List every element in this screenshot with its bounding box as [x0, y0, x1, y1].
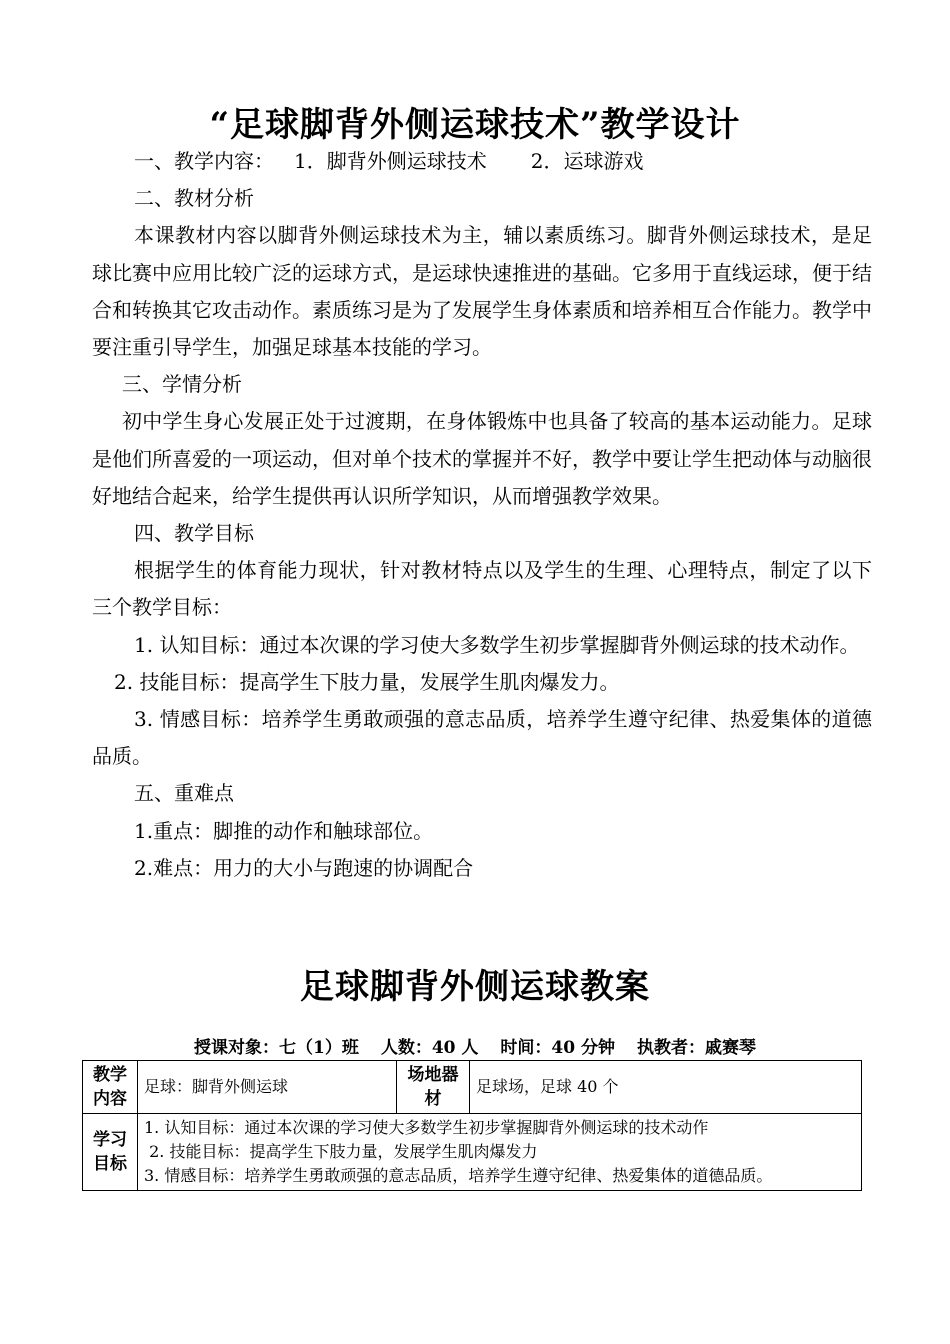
- section-heading-teaching-goals: 四、教学目标: [134, 521, 254, 546]
- teaching-goal-3: 3. 情感目标：培养学生勇敢顽强的意志品质，培养学生遵守纪律、热爱集体的道德品质。: [92, 707, 872, 769]
- teaching-content-label: 一、教学内容：: [134, 149, 274, 173]
- key-point: 1.重点：脚推的动作和触球部位。: [134, 818, 434, 843]
- table-header-venue-equipment: 场地器材: [397, 1061, 470, 1114]
- difficult-point: 2.难点：用力的大小与跑速的协调配合: [134, 855, 474, 880]
- document-title: “足球脚背外侧运球技术”教学设计: [209, 105, 741, 145]
- table-header-learning-goals: 学习目标: [83, 1114, 138, 1191]
- material-analysis-paragraph: 本课教材内容以脚背外侧运球技术为主，辅以素质练习。脚背外侧运球技术，是足球比赛中应用比较广泛的运球方式，是运球快速推进的基础。它多用于直线运球，便于结合和转换其它攻击动作。素质练习是为了发展学生身体素质和培养相互合作能力。教学中要注重引导学生，加强足球基本技能的学习。: [92, 223, 872, 360]
- teaching-content-item-2: 2．运球游戏: [530, 149, 644, 173]
- table-cell-learning-goals: [138, 1114, 862, 1191]
- lesson-plan-title: 足球脚背外侧运球教案: [300, 967, 650, 1007]
- teaching-goal-1: 1. 认知目标：通过本次课的学习使大多数学生初步掌握脚背外侧运球的技术动作。: [134, 632, 860, 657]
- student-analysis-paragraph: 初中学生身心发展正处于过渡期，在身体锻炼中也具备了较高的基本运动能力。足球是他们所喜爱的一项运动，但对单个技术的掌握并不好，教学中要让学生把动体与动脑很好地结合起来，给学生提供再认识所学知识，从而增强教学效果。: [92, 409, 872, 508]
- lesson-info-line: [0, 1034, 950, 1062]
- teaching-content-line: [92, 143, 872, 180]
- info-duration: 时间：40 分钟: [500, 1038, 615, 1058]
- learning-goal-1: 1. 认知目标：通过本次课的学习使大多数学生初步掌握脚背外侧运球的技术动作: [144, 1118, 709, 1137]
- table-cell-teaching-content: 足球：脚背外侧运球: [138, 1061, 397, 1114]
- learning-goal-3: 3. 情感目标：培养学生勇敢顽强的意志品质，培养学生遵守纪律、热爱集体的道德品质。: [144, 1166, 773, 1185]
- info-target-class: 授课对象：七（1）班: [194, 1038, 359, 1058]
- teaching-content-item-1: 1．脚背外侧运球技术: [294, 149, 487, 173]
- table-row: [83, 1061, 862, 1114]
- table-cell-venue-equipment: 足球场，足球 40 个: [470, 1061, 862, 1114]
- info-student-count: 人数：40 人: [380, 1038, 479, 1058]
- table-row: [83, 1114, 862, 1191]
- teaching-goals-intro: 根据学生的体育能力现状，针对教材特点以及学生的生理、心理特点，制定了以下三个教学目标：: [92, 558, 872, 620]
- table-header-teaching-content: 教学内容: [83, 1061, 138, 1114]
- teaching-goal-2: 2. 技能目标：提高学生下肢力量，发展学生肌肉爆发力。: [114, 669, 620, 694]
- section-heading-material-analysis: 二、教材分析: [134, 186, 254, 211]
- document-body: [92, 143, 872, 887]
- section-heading-student-analysis: 三、学情分析: [122, 372, 242, 397]
- section-heading-key-points: 五、重难点: [134, 781, 234, 806]
- info-teacher: 执教者：戚赛琴: [637, 1038, 756, 1058]
- lesson-plan-table: [82, 1060, 862, 1191]
- learning-goal-2: 2. 技能目标：提高学生下肢力量，发展学生肌肉爆发力: [144, 1142, 538, 1161]
